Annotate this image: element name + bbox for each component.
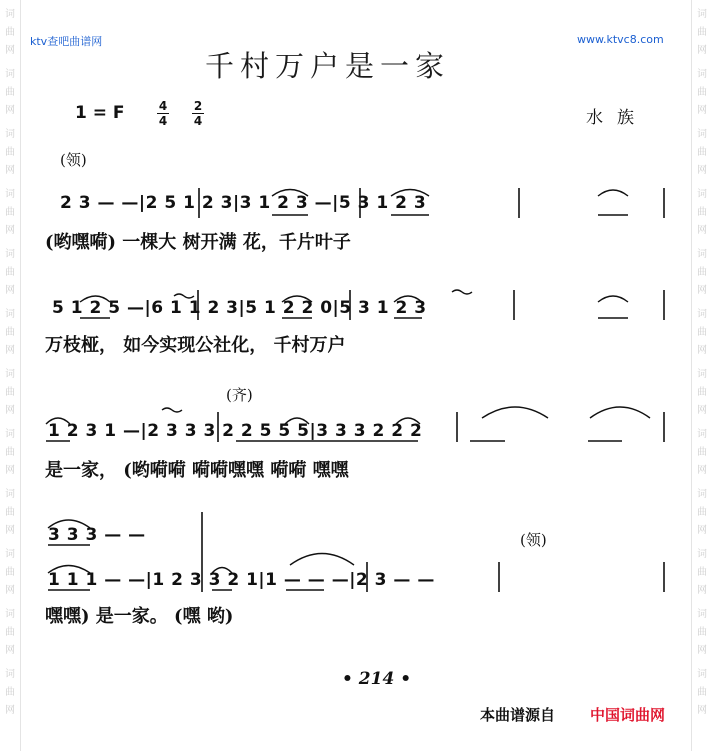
side-watermark: 词曲网: [5, 309, 15, 356]
notation-line-2: 5 1 2 5 —|6 1 1 2 3|5 1 2 2 0|5 3 1 2 3: [52, 298, 427, 318]
source-label: 本曲谱源自: [480, 706, 556, 724]
lyrics-line-2: 万枝桠， 如今实现公社化， 千村万户: [45, 335, 346, 356]
side-watermark: 词曲网: [697, 609, 707, 656]
side-watermark: 词曲网: [5, 429, 15, 476]
side-watermark: 词曲网: [697, 549, 707, 596]
slur-mark: [285, 418, 309, 424]
lyrics-line-3: 是一家， (哟嗬嗬 嗬嗬嘿嘿 嗬嗬 嘿嘿: [45, 460, 349, 481]
notation-line-3: 1 2 3 1 —|2 3 3 3 2 2 5 5 5|3 3 3 2 2 2: [48, 421, 423, 441]
slur-mark: [394, 296, 422, 302]
side-watermark: 词曲网: [697, 9, 707, 56]
song-title: 千村万户是一家: [205, 49, 451, 83]
side-watermark: 词曲网: [5, 669, 15, 716]
side-watermark: 词曲网: [697, 129, 707, 176]
side-watermark: 词曲网: [697, 189, 707, 236]
slur-mark: [282, 296, 312, 302]
side-watermark: 词曲网: [697, 69, 707, 116]
side-watermark: 词曲网: [5, 9, 15, 56]
meter-top: 2: [193, 99, 203, 113]
slur-mark: [396, 418, 420, 424]
side-watermark: 词曲网: [697, 429, 707, 476]
site-watermark-left: ktv查吧曲谱网: [30, 35, 103, 48]
cue-lead: (领): [60, 151, 87, 169]
meter-top: 4: [158, 99, 168, 113]
notation-line-4: 1 1 1 — —|1 2 3 3 2 1|1 — — —|2 3 — —: [48, 570, 435, 590]
tremolo-mark: [452, 290, 472, 294]
slur-mark: [598, 190, 628, 196]
side-watermark: 词曲网: [697, 669, 707, 716]
lyrics-line-1: (哟嘿嗬) 一棵大 树开满 花，千片叶子: [45, 232, 351, 253]
side-watermark: 词曲网: [5, 69, 15, 116]
side-watermark: 词曲网: [5, 489, 15, 536]
notation-line-4-upper: 3 3 3 — —: [48, 525, 146, 545]
source-brand[interactable]: 中国词曲网: [590, 706, 666, 724]
slur-mark: [212, 568, 232, 574]
key-signature: 1 = F: [75, 103, 125, 123]
side-watermark: 词曲网: [5, 249, 15, 296]
slur-mark: [48, 566, 90, 574]
page-number: • 214 •: [342, 669, 412, 689]
meter-bottom: 4: [158, 114, 168, 128]
lyrics-line-4: 嘿嘿) 是一家。 (嘿 哟): [45, 606, 234, 627]
meter-bottom: 4: [193, 114, 203, 128]
slur-mark: [290, 554, 354, 566]
side-watermark: 词曲网: [5, 189, 15, 236]
slur-mark: [590, 407, 650, 418]
cue-lead-second: (领): [520, 531, 547, 549]
side-watermark: 词曲网: [5, 609, 15, 656]
side-watermark: 词曲网: [5, 369, 15, 416]
side-watermark: 词曲网: [5, 549, 15, 596]
side-watermark: 词曲网: [697, 369, 707, 416]
slur-mark: [48, 520, 90, 528]
site-watermark-right: www.ktvc8.com: [577, 33, 664, 46]
tremolo-mark: [174, 294, 194, 298]
slur-mark: [272, 190, 308, 197]
slur-mark: [598, 296, 628, 302]
song-origin: 水族: [586, 108, 648, 128]
notation-line-1: 2 3 — —|2 5 1 2 3|3 1 2 3 —|5 3 1 2 3: [60, 193, 427, 213]
side-watermark: 词曲网: [5, 129, 15, 176]
side-watermark: 词曲网: [697, 489, 707, 536]
slur-mark: [46, 418, 70, 424]
side-watermark: 词曲网: [697, 249, 707, 296]
slur-mark: [80, 296, 110, 302]
cue-unison: (齐): [226, 386, 253, 404]
side-watermark: 词曲网: [697, 309, 707, 356]
slur-mark: [391, 190, 429, 197]
tremolo-mark: [162, 408, 182, 412]
slur-mark: [482, 407, 548, 418]
